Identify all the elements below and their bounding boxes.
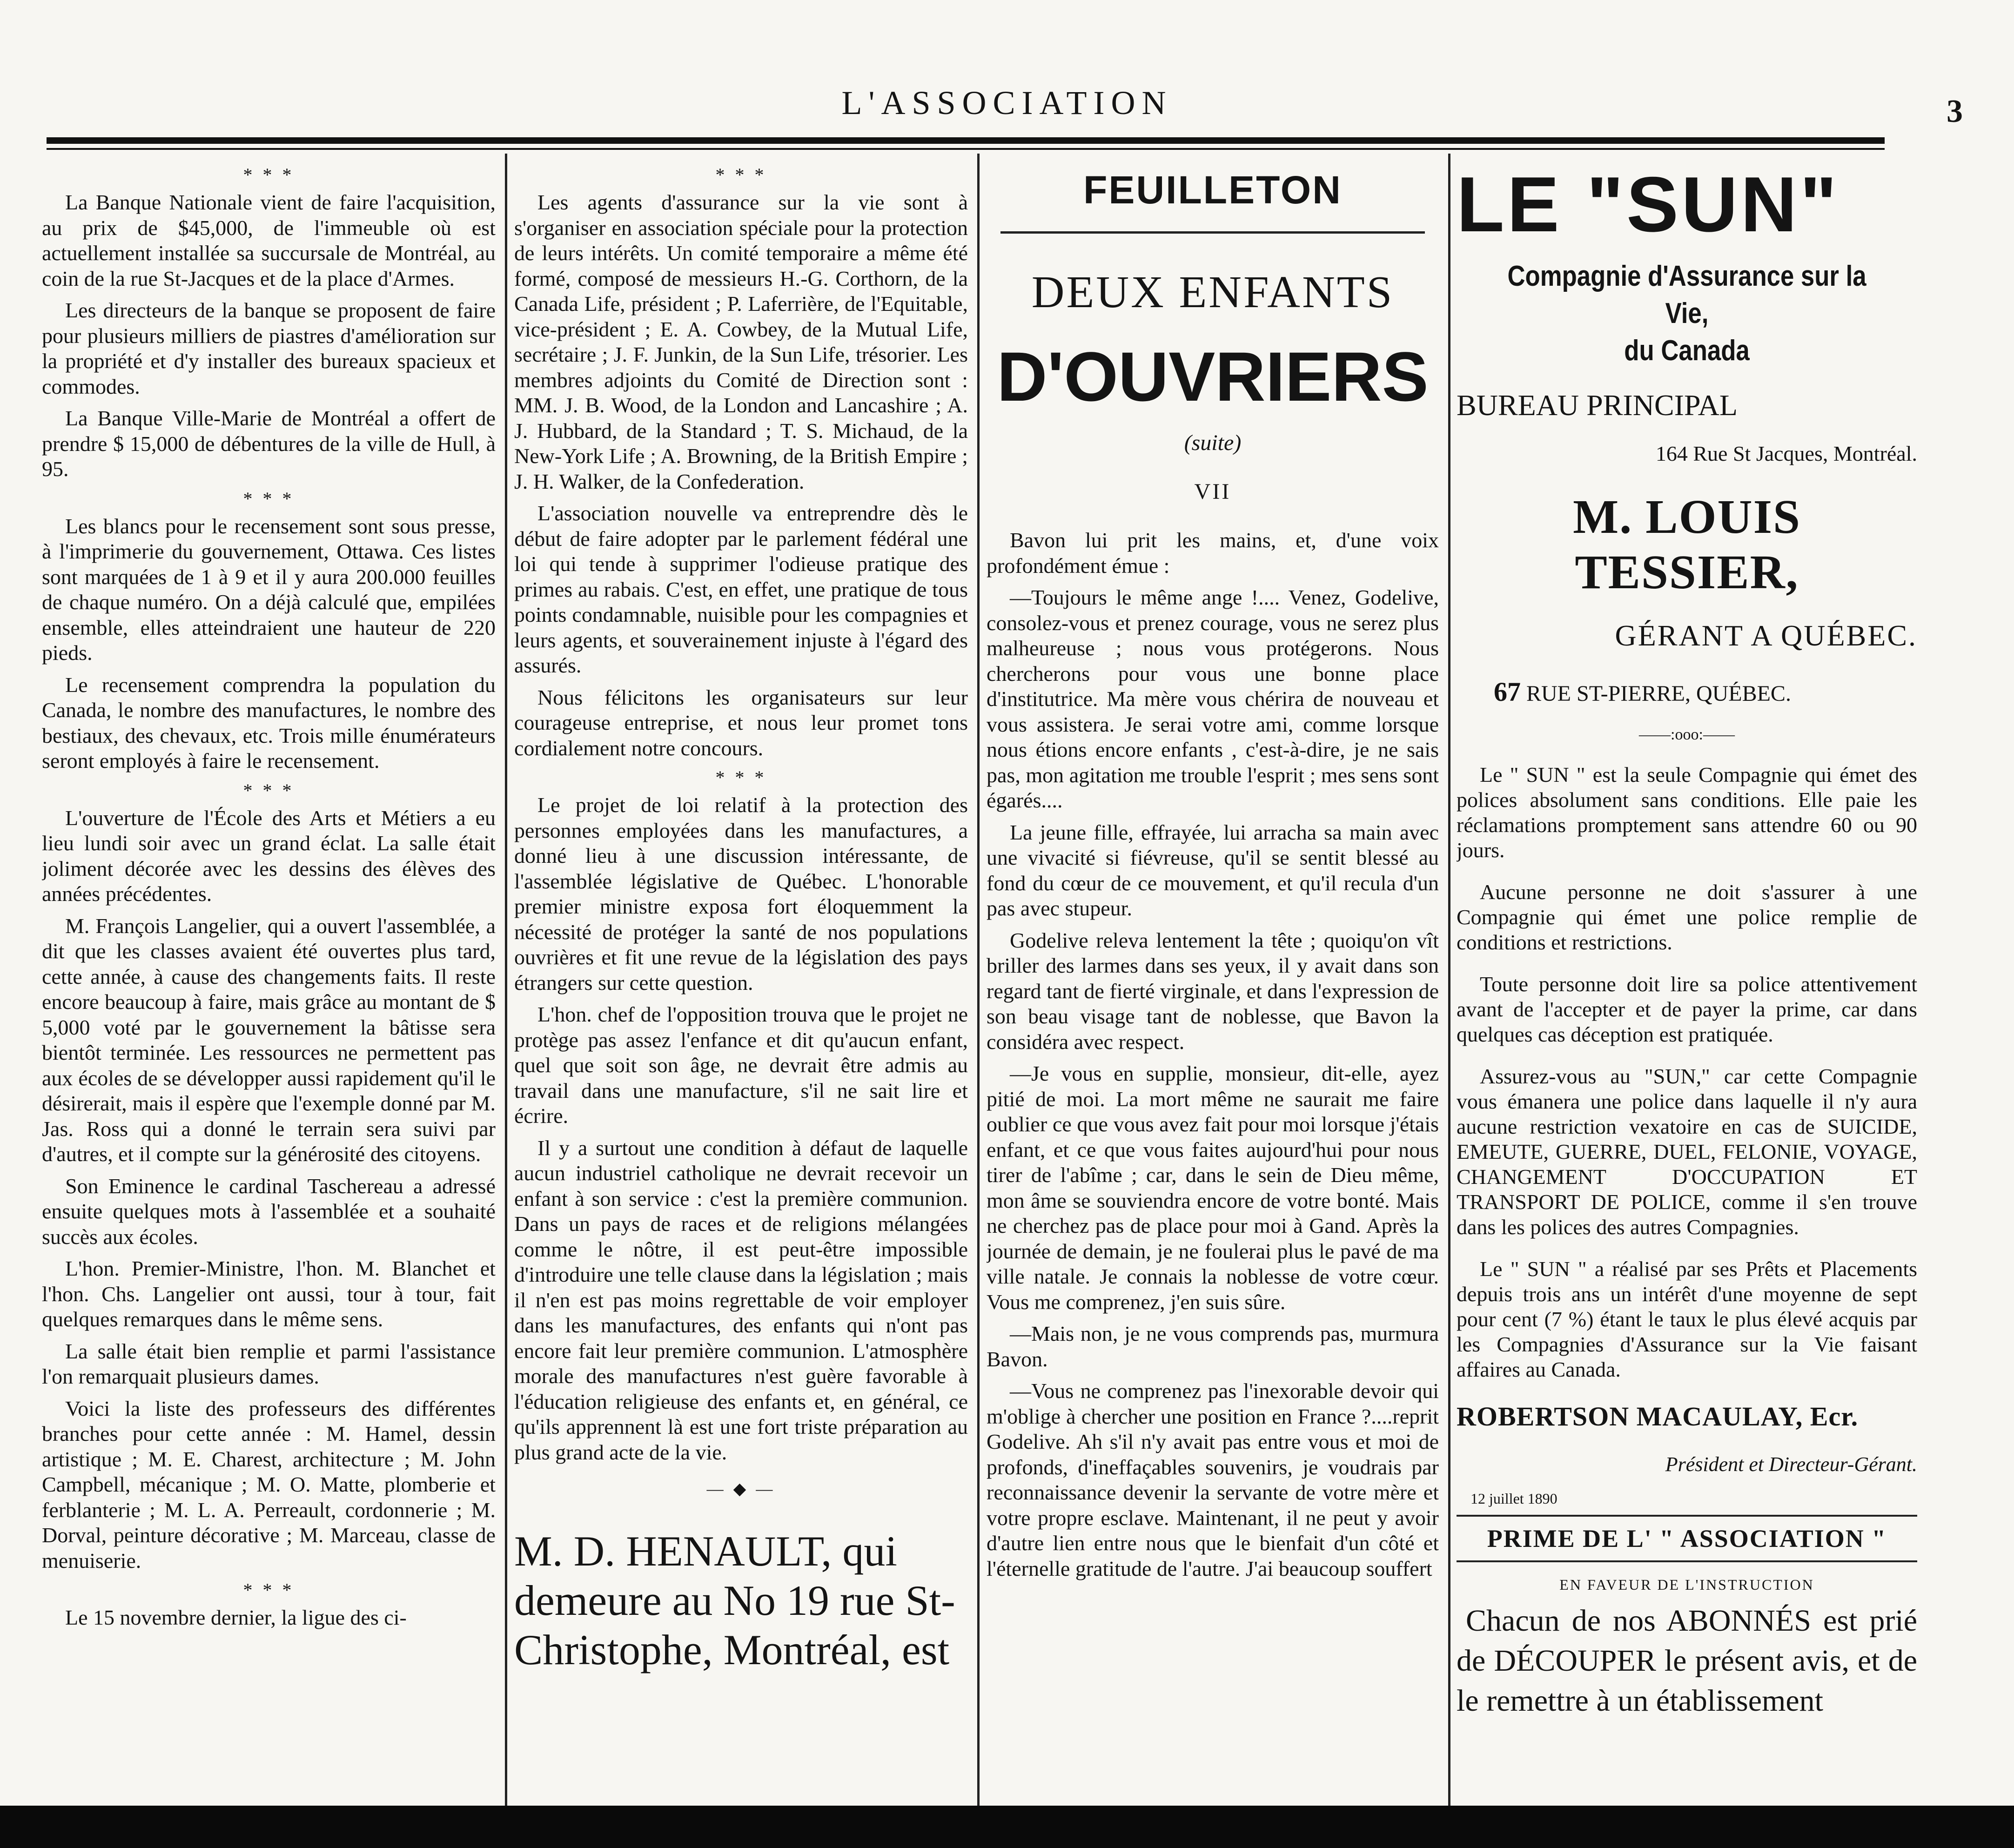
prime-rule xyxy=(1457,1515,1917,1517)
column-feuilleton xyxy=(987,158,1439,1806)
prime-heading: PRIME DE L' " ASSOCIATION " xyxy=(1487,1525,1887,1552)
column-news-2 xyxy=(514,158,968,1806)
manager-title: GÉRANT A QUÉBEC. xyxy=(1615,619,1917,652)
article-paragraph: Nous félicitons les organisateurs sur leur courageuse entreprise, et nous leur promet tons cordialement notre concours. xyxy=(514,685,968,760)
article-paragraph: Il y a surtout une condition à défaut de laquelle aucun industriel catholique ne devrait recevoir un enfant à son service : c'est la première communion. Dans un pays de races et de religions mélangées comme le nôtre, il est peut-être impossible d'introduire une telle clause dans la législation ; mais il n'en est pas moins regrettable de voir employer dans les manufactures, des enfants qui n'ont pas encore fait leur première communion. L'atmosphère morale des manufactures n'est guère favorable à l'éducation religieuse des enfants et, en général, ce qu'ils apprennent là est une fort triste préparation au plus grand acte de la vie. xyxy=(514,1136,968,1464)
ad-paragraph: Toute personne doit lire sa police attentivement avant de l'accepter et de payer la prime, car dans quelques cas déception est pratiquée. xyxy=(1457,972,1917,1046)
column-divider xyxy=(977,154,980,1815)
article-paragraph: M. François Langelier, qui a ouvert l'assemblée, a dit que les classes avaient été ouvertes plus tard, cette année, à cause des changements faits. Il reste encore beaucoup à faire, mais grâce au montant de $ 5,000 voté par le gouvernement la bâtisse sera bientôt terminée. Les ressources ne permettent pas aux écoles de se développer aussi rapidement qu'il le désirerait, mais il espère que l'exemple donné par M. Jas. Ross qui a donné le terrain sera suivi par d'autres, et il compte sur la générosité des citoyens. xyxy=(42,914,496,1166)
novel-suite: (suite) xyxy=(1184,430,1242,455)
bureau-heading: BUREAU PRINCIPAL xyxy=(1457,389,1738,422)
novel-paragraph: —Je vous en supplie, monsieur, dit-elle, ayez pitié de moi. La mort même ne saurait me faire oublier ce que vous avez fait pour moi lorsque j'étais enfant, et ce que vous faites aujourd'hui pour nous tirer de l'abîme ; car, dans le sein de Dieu même, mon âme se souviendra encore de votre bonté. Mais ne cherchez pas de place pour moi à Gand. Après la journée de demain, je ne foulerai plus le pavé de ma ville natale. Je connais la noblesse de votre cœur. Vous me comprenez, j'en suis sûre. xyxy=(987,1062,1439,1314)
article-paragraph: La salle était bien remplie et parmi l'assistance l'on remarquait plusieurs dames. xyxy=(42,1339,496,1388)
article-paragraph: Les blancs pour le recensement sont sous presse, à l'imprimerie du gouvernement, Ottawa. Ces listes sont marquées de 1 à 9 et il y aura 200.000 feuilles de chaque numéro. On a déjà calculé que, empilées ensemble, elles atteindraient une hauteur de 220 pieds. xyxy=(42,514,496,665)
ad-paragraph: Assurez-vous au "SUN," car cette Compagnie vous émanera une police dans laquelle il n'y aura aucune restriction vexatoire en cas de SUICIDE, EMEUTE, GUERRE, DUEL, FELONIE, VOYAGE, CHANGEMENT D'OCCUPATION ET TRANSPORT DE POLICE, comme il s'en trouve dans les polices des autres Compagnies. xyxy=(1457,1064,1917,1239)
section-stars: * * * xyxy=(243,164,295,185)
section-stars: * * * xyxy=(243,488,295,509)
article-paragraph: L'association nouvelle va entreprendre dès le début de faire adopter par le parlement fédéral une loi qui tende à supprimer l'odieuse pratique des primes au rabais. C'est, en effet, une pratique de tous points condamnable, nuisible pour les compagnies et leurs agents, et souverainement injuste à l'égard des assurés. xyxy=(514,501,968,677)
quebec-street-number: 67 xyxy=(1494,677,1521,707)
scan-bottom-band xyxy=(0,1806,2014,1848)
ad-date: 12 juillet 1890 xyxy=(1470,1490,1557,1507)
prime-subheading: EN FAVEUR DE L'INSTRUCTION xyxy=(1559,1576,1814,1593)
novel-title-line1: DEUX ENFANTS xyxy=(1031,267,1394,317)
article-paragraph: Son Eminence le cardinal Taschereau a adressé ensuite quelques mots à l'assemblée et a souhaité succès aux écoles. xyxy=(42,1174,496,1249)
section-stars: * * * xyxy=(715,767,767,788)
column-divider xyxy=(1448,154,1450,1815)
quebec-street: RUE ST-PIERRE, QUÉBEC. xyxy=(1526,681,1791,706)
chapter-number: VII xyxy=(1194,479,1231,504)
prime-text: Chacun de nos ABONNÉS est prié de DÉCOUPER le présent avis, et de le remettre à un établissement xyxy=(1457,1604,1917,1718)
article-paragraph: Le 15 novembre dernier, la ligue des ci- xyxy=(65,1606,407,1629)
column-news-1 xyxy=(42,158,496,1806)
ad-paragraph: Le " SUN " a réalisé par ses Prêts et Placements depuis trois ans un intérêt d'une moyenne de sept pour cent (7 %) étant le taux le plus élevé acquis par les Compagnies d'Assurance sur la Vie faisant affaires au Canada. xyxy=(1457,1257,1917,1381)
bureau-address: 164 Rue St Jacques, Montréal. xyxy=(1655,442,1917,465)
novel-paragraph: —Vous ne comprenez pas l'inexorable devoir qui m'oblige à chercher une position en France ?....reprit Godelive. Ah s'il n'y avait pas entre vous et moi de profonds, d'ineffaçables souvenirs, je voudrais par reconnaissance devenir la servante de votre mère et votre propre esclave. Maintenant, il ne peut y avoir d'autre lien entre nous que le bienfait d'un côté et l'éternelle gratitude de l'autre. J'ai beaucoup souffert xyxy=(987,1379,1439,1580)
company-line: Compagnie d'Assurance sur la Vie, xyxy=(1507,260,1866,329)
novel-paragraph: —Toujours le même ange !.... Venez, Godelive, consolez-vous et prenez courage, vous ne serez plus malheureuse ; nous vous protégerons. Nous chercherons pour vous une bonne place d'institutrice. Ma mère vous chérira de nouveau et vous assistera. Je serai votre ami, comme lorsque nous étions encore enfants , c'est-à-dire, je ne sais pas, mon agitation me trouble l'esprit ; mes sens sont égarés.... xyxy=(987,585,1439,812)
ad-signature: ROBERTSON MACAULAY, Ecr. xyxy=(1457,1401,1859,1431)
header-rule-thick xyxy=(47,137,1885,144)
manager-name: M. LOUIS TESSIER, xyxy=(1573,490,1801,599)
novel-paragraph: La jeune fille, effrayée, lui arracha sa main avec une vivacité si fiévreuse, qu'il se sentit blessé au fond du cœur de ce mouvement, et qu'il recula d'un pas avec stupeur. xyxy=(987,820,1439,920)
header-rule-thin xyxy=(47,148,1885,150)
company-line: du Canada xyxy=(1624,335,1750,367)
article-paragraph: La Banque Ville-Marie de Montréal a offert de prendre $ 15,000 de débentures de la ville de Hull, à 95. xyxy=(42,406,496,481)
company-name xyxy=(1491,258,1883,370)
feuilleton-heading: FEUILLETON xyxy=(1083,168,1342,212)
article-paragraph: Le recensement comprendra la population du Canada, le nombre des manufactures, le nombre des bestiaux, des chevaux, etc. Trois mille énumérateurs seront employés à faire le recensement. xyxy=(42,672,496,773)
article-paragraph: L'hon. Premier-Ministre, l'hon. M. Blanchet et l'hon. Chs. Langelier ont aussi, tour à tour, fait quelques remarques dans le même sens. xyxy=(42,1257,496,1331)
section-stars: * * * xyxy=(243,1579,295,1600)
ad-body xyxy=(1457,762,1917,1382)
section-stars: * * * xyxy=(715,164,767,185)
article-paragraph: Les agents d'assurance sur la vie sont à s'organiser en association spéciale pour la protection de leurs intérêts. Un comité temporaire a même été formé, composé de messieurs H.-G. Corthorn, de la Canada Life, président ; P. Laferrière, de l'Equitable, vice-président ; E. A. Cowbey, de la Mutual Life, secrétaire ; J. F. Junkin, de la Sun Life, trésorier. Les membres adjoints du Comité de Direction sont : MM. J. B. Wood, de la London and Lancashire ; A. J. Hubbard, de la Standard ; T. S. Michaud, de la New-York Life ; A. Browning, de la British Empire ; J. H. Walker, de la Confederation. xyxy=(514,190,968,493)
prime-rule xyxy=(1457,1560,1917,1562)
masthead-title: L'ASSOCIATION xyxy=(841,84,1173,121)
column-divider xyxy=(505,154,507,1815)
article-paragraph: L'ouverture de l'École des Arts et Métiers a eu lieu lundi soir avec un grand éclat. La salle était joliment décorée avec les dessins des élèves des années précédentes. xyxy=(42,806,496,906)
quebec-address xyxy=(1457,676,1917,707)
henault-notice: M. D. HENAULT, qui demeure au No 19 rue St-Christophe, Montréal, est xyxy=(514,1527,955,1673)
article-paragraph: Les directeurs de la banque se proposent de faire pour plusieurs milliers de piastres d'amélioration sur la propriété et d'y installer des bureaux spacieux et commodes. xyxy=(42,298,496,398)
novel-title-line2: D'OUVRIERS xyxy=(997,337,1429,416)
article-paragraph: L'hon. chef de l'opposition trouva que le projet ne protège pas assez l'enfance et dit qu'aucun enfant, quel que soit son âge, ne devrait être admis au travail dans une manufacture, s'il ne sait lire et écrire. xyxy=(514,1002,968,1128)
section-divider: — ◆ — xyxy=(706,1479,776,1498)
section-stars: * * * xyxy=(243,780,295,801)
page-number: 3 xyxy=(1947,94,1963,129)
article-paragraph: Le projet de loi relatif à la protection des personnes employées dans les manufactures, a donné lieu à une discussion intéressante, de l'assemblée législative de Québec. L'honorable premier ministre exposa fort éloquemment la nécessité de protéger la santé de nos populations ouvrières et fit une revue de la législation des pays étrangers sur cette question. xyxy=(514,793,968,995)
novel-paragraph: Bavon lui prit les mains, et, d'une voix profondément émue : xyxy=(987,528,1439,578)
ad-paragraph: Le " SUN " est la seule Compagnie qui émet des polices absolument sans conditions. Elle paie les réclamations promptement sans attendre 60 ou 90 jours. xyxy=(1457,763,1917,862)
ad-divider: ——:ooo:—— xyxy=(1639,726,1735,743)
article-paragraph: La Banque Nationale vient de faire l'acquisition, au prix de $45,000, de l'immeuble où est actuellement installée sa succursale de Montréal, au coin de la rue St-Jacques et de la place d'Armes. xyxy=(42,190,496,290)
sun-title: LE "SUN" xyxy=(1457,161,1840,248)
signature-title: Président et Directeur-Gérant. xyxy=(1665,1453,1917,1476)
novel-paragraph: Godelive releva lentement la tête ; quoiqu'on vît briller des larmes dans ses yeux, il y avait dans son regard tant de fierté virginale, et dans l'expression de son beau visage tant de noblesse, que Bavon la considéra avec respect. xyxy=(987,928,1439,1054)
feuilleton-rule xyxy=(1000,231,1425,234)
column-sun-advertisement xyxy=(1457,158,1917,1806)
article-paragraph: Voici la liste des professeurs des différentes branches pour cette année : M. Hamel, dessin artistique ; M. E. Charest, architecture ; M. John Campbell, mécanique ; M. O. Matte, plomberie et ferblanterie ; M. L. A. Perreault, cordonnerie ; M. Dorval, peinture décorative ; M. Marceau, classe de menuiserie. xyxy=(42,1396,496,1572)
ad-paragraph: Aucune personne ne doit s'assurer à une Compagnie qui émet une police remplie de conditions et restrictions. xyxy=(1457,880,1917,954)
novel-paragraph: —Mais non, je ne vous comprends pas, murmura Bavon. xyxy=(987,1322,1439,1371)
